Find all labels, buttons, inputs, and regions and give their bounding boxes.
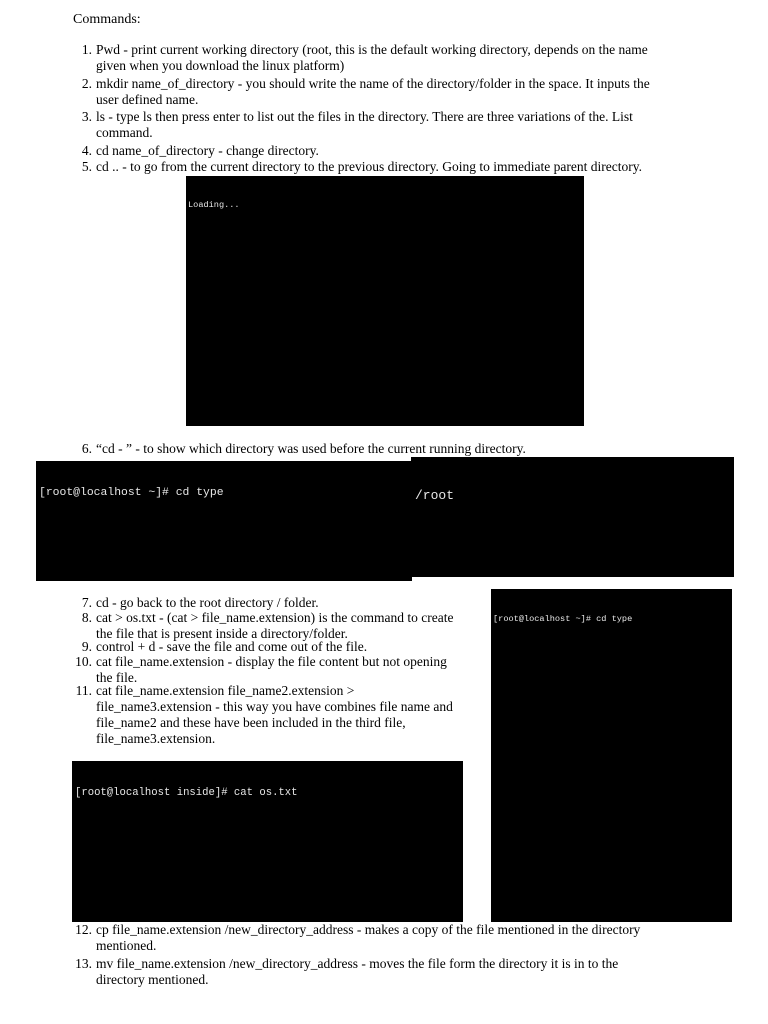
- item-number: 9.: [81, 639, 92, 654]
- terminal-line: /root: [415, 488, 455, 503]
- item-number: 5.: [81, 159, 92, 174]
- item-number: 4.: [81, 143, 92, 158]
- item-line: ls - type ls then press enter to list out the files in the directory. There are three variations of the. List: [96, 109, 633, 124]
- item-text: control + d - save the file and come out of the file.: [96, 639, 368, 654]
- item-number: 13.: [75, 956, 92, 971]
- item-number: 6.: [81, 441, 92, 456]
- item-text: [96, 76, 696, 108]
- item-line: command.: [96, 125, 153, 140]
- item-number: 8.: [81, 610, 92, 625]
- item-text: cd - go back to the root directory / folder.: [96, 595, 319, 610]
- item-line: cat file_name.extension file_name2.extension >: [96, 683, 355, 698]
- item-line: cat > os.txt - (cat > file_name.extension) is the command to create: [96, 610, 454, 625]
- item-number: 10.: [75, 654, 92, 669]
- item-line: directory mentioned.: [96, 972, 209, 987]
- item-line: Pwd - print current working directory (root, this is the default working directory, depends on the name: [96, 42, 648, 57]
- item-line: given when you download the linux platform): [96, 58, 345, 73]
- item-number: 7.: [81, 595, 92, 610]
- item-text: [96, 654, 447, 686]
- item-line: file_name3.extension.: [96, 731, 216, 746]
- terminal-screenshot-2: [36, 461, 412, 581]
- terminal-line: [root@localhost ~]# cd type: [39, 487, 224, 499]
- item-number: 12.: [75, 922, 92, 937]
- commands-heading: Commands:: [73, 12, 141, 27]
- terminal-line: [root@localhost ~]# cd type: [493, 613, 633, 624]
- item-text: [96, 109, 696, 141]
- terminal-screenshot-5: [72, 761, 463, 922]
- terminal-screenshot-4: [491, 589, 732, 922]
- item-line: cat file_name.extension - display the file content but not opening: [96, 654, 447, 669]
- item-text: [96, 922, 640, 954]
- item-text: [96, 956, 618, 988]
- item-line: mv file_name.extension /new_directory_address - moves the file form the directory it is in to the: [96, 956, 619, 971]
- item-text: cd name_of_directory - change directory.: [96, 143, 319, 158]
- item-line: user defined name.: [96, 92, 199, 107]
- item-number: 2.: [81, 76, 92, 91]
- item-text: [96, 42, 696, 74]
- terminal-line: [root@localhost inside]# cat os.txt: [75, 787, 298, 800]
- item-number: 11.: [75, 683, 92, 698]
- item-line: mkdir name_of_directory - you should write the name of the directory/folder in the space. It inputs the: [96, 76, 650, 91]
- item-number: 3.: [81, 109, 92, 124]
- terminal-screenshot-1: [186, 176, 584, 426]
- item-line: mentioned.: [96, 938, 157, 953]
- item-text: “cd - ” - to show which directory was used before the current running directory.: [96, 441, 526, 456]
- item-line: file_name3.extension - this way you have combines file name and: [96, 699, 453, 714]
- item-number: 1.: [81, 42, 92, 57]
- item-line: cp file_name.extension /new_directory_address - makes a copy of the file mentioned in the directory: [96, 922, 641, 937]
- item-text: [96, 610, 453, 642]
- item-text: cd .. - to go from the current directory to the previous directory. Going to immediate parent directory.: [96, 159, 642, 174]
- terminal-screenshot-3: [411, 457, 734, 577]
- item-text: [96, 683, 453, 747]
- item-line: file_name2 and these have been included in the third file,: [96, 715, 406, 730]
- terminal-line: Loading...: [188, 199, 240, 210]
- item-line: the file that is present inside a directory/folder.: [96, 626, 348, 641]
- item-line: the file.: [96, 670, 138, 685]
